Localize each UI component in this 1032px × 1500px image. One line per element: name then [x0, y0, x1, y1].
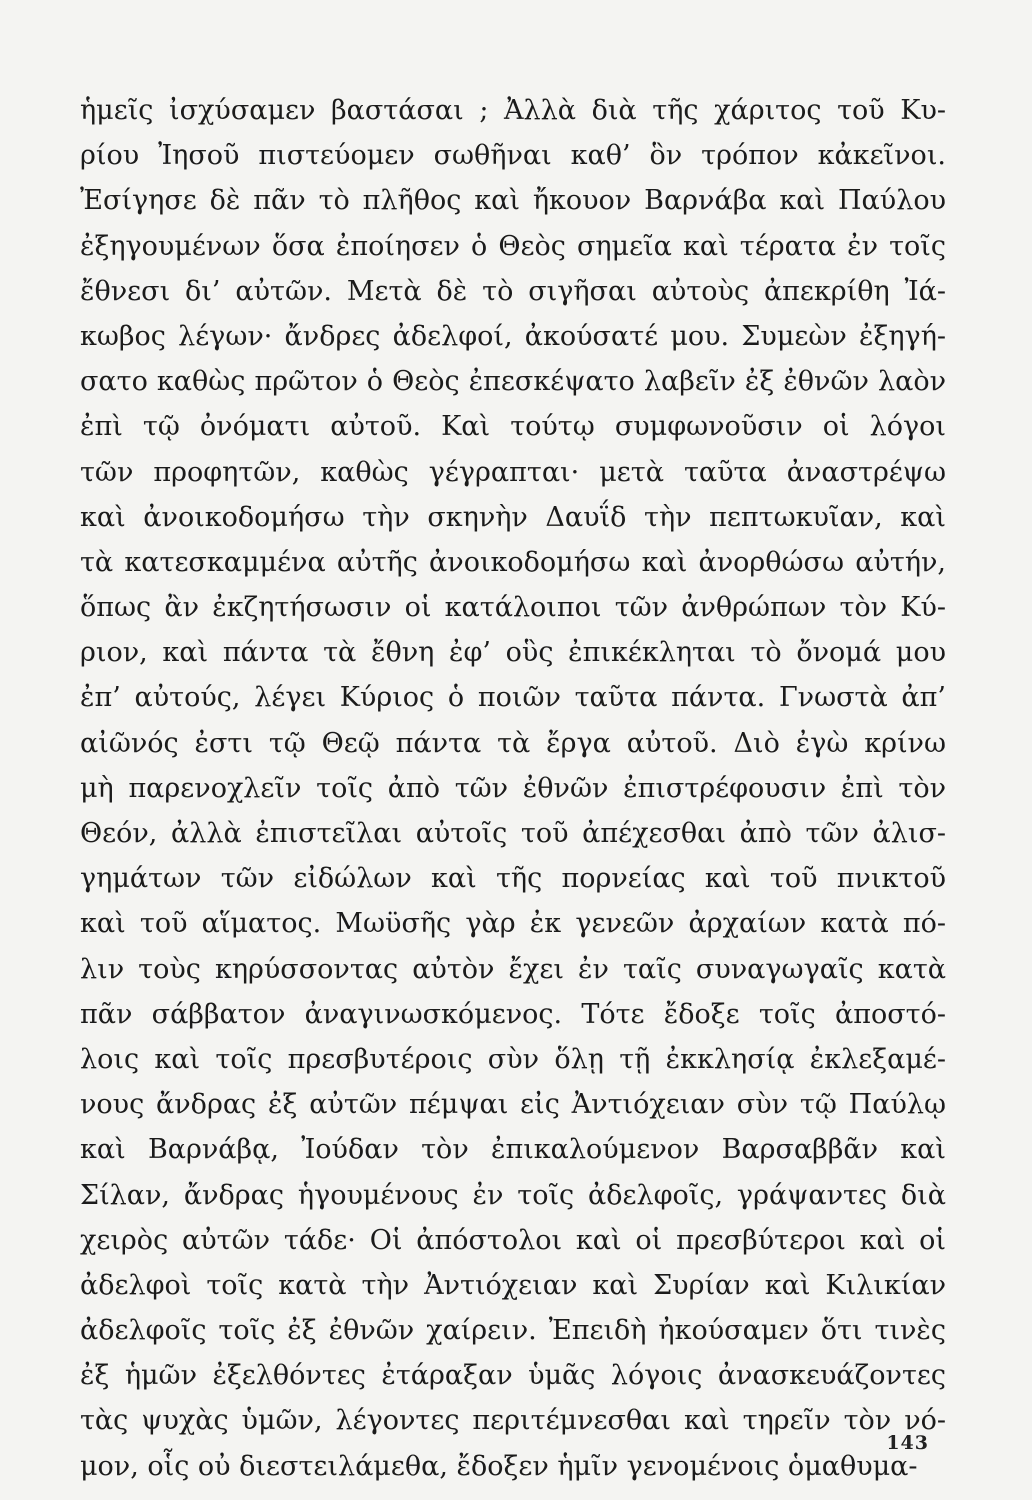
text-line: μὴ παρενοχλεῖν τοῖς ἀπὸ τῶν ἐθνῶν ἐπιστρέφουσιν ἐπὶ τὸν: [80, 772, 946, 804]
text-line: χειρὸς αὐτῶν τάδε· Οἱ ἀπόστολοι καὶ οἱ πρεσβύτεροι καὶ οἱ: [80, 1224, 946, 1256]
text-line: ἐπὶ τῷ ὀνόματι αὐτοῦ. Καὶ τούτῳ συμφωνοῦσιν οἱ λόγοι: [80, 411, 946, 443]
text-line: καὶ τοῦ αἵματος. Μωϋσῆς γὰρ ἐκ γενεῶν ἀρχαίων κατὰ πό-: [80, 908, 946, 940]
page-number: 143: [886, 1432, 929, 1454]
text-line: γημάτων τῶν εἰδώλων καὶ τῆς πορνείας καὶ τοῦ πνικτοῦ: [80, 863, 946, 895]
text-line: τὰ κατεσκαμμένα αὐτῆς ἀνοικοδομήσω καὶ ἀνορθώσω αὐτήν,: [80, 546, 946, 578]
text-line: νους ἄνδρας ἐξ αὐτῶν πέμψαι εἰς Ἀντιόχειαν σὺν τῷ Παύλῳ: [80, 1089, 946, 1121]
text-line: ἡμεῖς ἰσχύσαμεν βαστάσαι ; Ἀλλὰ διὰ τῆς χάριτος τοῦ Κυ-: [80, 95, 946, 126]
text-line: σατο καθὼς πρῶτον ὁ Θεὸς ἐπεσκέψατο λαβεῖν ἐξ ἐθνῶν λαὸν: [80, 366, 946, 398]
text-line: αἰῶνός ἐστι τῷ Θεῷ πάντα τὰ ἔργα αὐτοῦ. Διὸ ἐγὼ κρίνω: [80, 727, 946, 759]
text-line: ριον, καὶ πάντα τὰ ἔθνη ἐφ’ οὓς ἐπικέκληται τὸ ὄνομά μου: [80, 637, 946, 669]
text-line: Ἐσίγησε δὲ πᾶν τὸ πλῆθος καὶ ἤκουον Βαρνάβα καὶ Παύλου: [80, 185, 946, 217]
text-line: μον, οἷς οὐ διεστειλάμεθα, ἔδοξεν ἡμῖν γενομένοις ὁμαθυμα-: [80, 1450, 918, 1482]
body-text: [80, 88, 946, 1489]
text-line: Σίλαν, ἄνδρας ἡγουμένους ἐν τοῖς ἀδελφοῖς, γράψαντες διὰ: [80, 1179, 946, 1211]
text-line: κωβος λέγων· ἄνδρες ἀδελφοί, ἀκούσατέ μου. Συμεὼν ἐξηγή-: [80, 320, 946, 352]
text-line: ἔθνεσι δι’ αὐτῶν. Μετὰ δὲ τὸ σιγῆσαι αὐτοὺς ἀπεκρίθη Ἰά-: [80, 275, 946, 307]
text-line: πᾶν σάββατον ἀναγινωσκόμενος. Τότε ἔδοξε τοῖς ἀποστό-: [80, 998, 946, 1030]
text-line: ὅπως ἂν ἐκζητήσωσιν οἱ κατάλοιποι τῶν ἀνθρώπων τὸν Κύ-: [80, 592, 946, 624]
text-line: ρίου Ἰησοῦ πιστεύομεν σωθῆναι καθ’ ὃν τρόπον κἀκεῖνοι.: [80, 140, 946, 172]
text-line: ἀδελφοὶ τοῖς κατὰ τὴν Ἀντιόχειαν καὶ Συρίαν καὶ Κιλικίαν: [80, 1269, 946, 1301]
text-line: τὰς ψυχὰς ὑμῶν, λέγοντες περιτέμνεσθαι καὶ τηρεῖν τὸν νό-: [80, 1405, 946, 1437]
text-line: ἐξηγουμένων ὅσα ἐποίησεν ὁ Θεὸς σημεῖα καὶ τέρατα ἐν τοῖς: [80, 230, 946, 262]
text-line: καὶ Βαρνάβᾳ, Ἰούδαν τὸν ἐπικαλούμενον Βαρσαββᾶν καὶ: [80, 1134, 946, 1166]
text-line: Θεόν, ἀλλὰ ἐπιστεῖλαι αὐτοῖς τοῦ ἀπέχεσθαι ἀπὸ τῶν ἀλισ-: [80, 818, 946, 849]
text-line: τῶν προφητῶν, καθὼς γέγραπται· μετὰ ταῦτα ἀναστρέψω: [80, 456, 946, 488]
text-line: ἐπ’ αὐτούς, λέγει Κύριος ὁ ποιῶν ταῦτα πάντα. Γνωστὰ ἀπ’: [80, 682, 946, 714]
text-line: καὶ ἀνοικοδομήσω τὴν σκηνὴν Δαυΐδ τὴν πεπτωκυῖαν, καὶ: [80, 501, 946, 533]
text-line: ἀδελφοῖς τοῖς ἐξ ἐθνῶν χαίρειν. Ἐπειδὴ ἠκούσαμεν ὅτι τινὲς: [80, 1315, 946, 1347]
text-line: λοις καὶ τοῖς πρεσβυτέροις σὺν ὅλῃ τῇ ἐκκλησίᾳ ἐκλεξαμέ-: [80, 1043, 946, 1075]
text-line: ἐξ ἡμῶν ἐξελθόντες ἐτάραξαν ὑμᾶς λόγοις ἀνασκευάζοντες: [80, 1360, 946, 1392]
text-line: λιν τοὺς κηρύσσοντας αὐτὸν ἔχει ἐν ταῖς συναγωγαῖς κατὰ: [80, 953, 946, 985]
